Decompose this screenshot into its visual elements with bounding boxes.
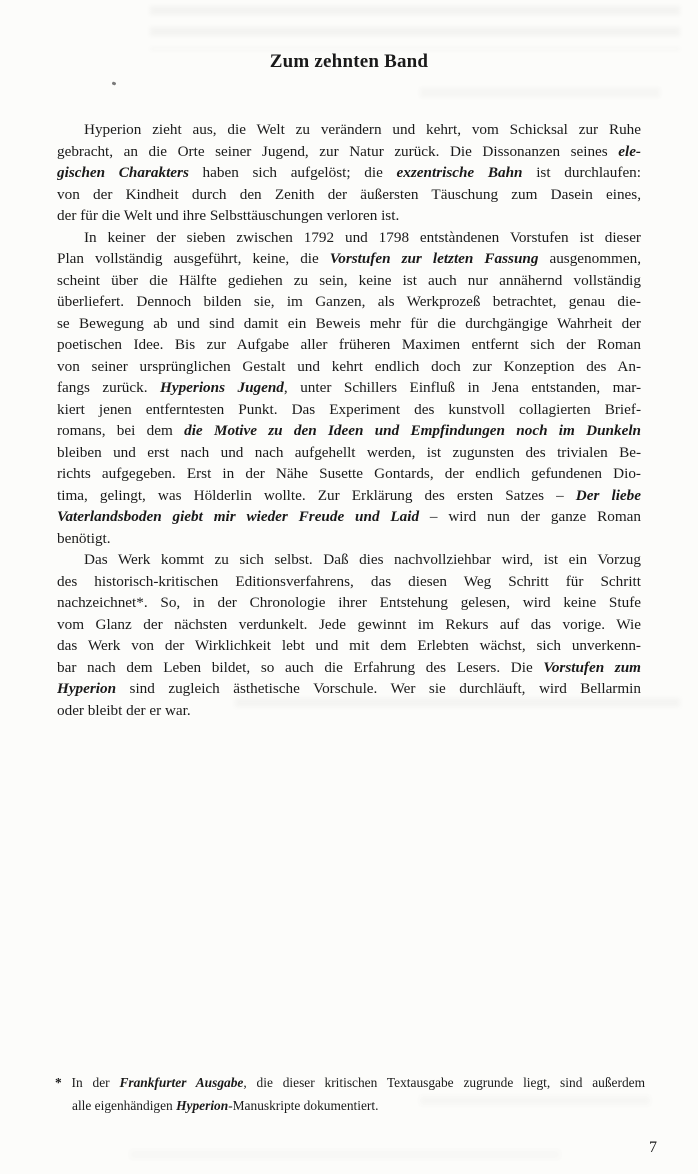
text-segment: tima, gelingt, was Hölderlin wollte. Zur Erklärung des ersten Satzes – — [57, 486, 576, 504]
italic-text-segment: Hyperion — [57, 680, 117, 697]
text-line — [57, 700, 641, 722]
italic-text-segment: gischen Charakters — [57, 164, 189, 181]
text-segment: romans, bei dem — [57, 422, 185, 439]
page-body — [57, 119, 641, 721]
scan-artifact-bleedthrough — [130, 1150, 560, 1162]
text-segment: bleiben und erst nach und nach aufgehellt werden, ist zugunsten des trivialen Be- — [57, 443, 641, 461]
text-segment: von seiner ursprünglichen Gestalt und kehrt endlich doch zur Konzeption des An- — [57, 357, 641, 375]
text-line — [57, 313, 641, 335]
text-segment: se Bewegung ab und sind damit ein Beweis mehr für die durchgängige Wahrheit der — [57, 314, 641, 332]
text-line — [57, 463, 641, 485]
text-segment: ist durchlaufen: — [522, 164, 641, 181]
paragraph — [57, 549, 641, 721]
text-segment: vom Glanz der nächsten verdunkelt. Jede gewinnt im Rekurs auf das vorige. Wie — [57, 615, 641, 633]
text-segment: , unter Schillers Einfluß in Jena entstanden, mar- — [283, 379, 641, 396]
italic-text-segment: Frankfurter Ausgabe — [119, 1075, 244, 1090]
text-line — [57, 184, 641, 206]
text-segment: scheint über die Hälfte gediehen zu sein, keine ist auch nur annähernd vollständig — [57, 271, 641, 289]
italic-text-segment: Der liebe — [575, 486, 641, 504]
text-line — [57, 227, 641, 249]
text-line — [57, 485, 641, 507]
text-segment: In keiner der sieben zwischen 1792 und 1798 entstàndenen Vorstufen ist dieser — [84, 228, 641, 246]
text-segment: poetischen Idee. Bis zur Aufgabe aller früheren Maximen entfernt sich der Roman — [57, 336, 641, 353]
text-line — [57, 678, 641, 700]
text-line — [57, 571, 641, 593]
text-segment: – wird nun der ganze Roman — [419, 508, 641, 525]
italic-text-segment: exzentrische Bahn — [396, 164, 523, 181]
text-line — [57, 592, 641, 614]
text-segment: Hyperion zieht aus, die Welt zu verändern und kehrt, vom Schicksal zur Ruhe — [84, 121, 641, 138]
text-line — [57, 270, 641, 292]
italic-text-segment: Vorstufen zur letzten Fassung — [329, 250, 539, 267]
text-line — [57, 248, 641, 270]
italic-text-segment: die Motive zu den Ideen und Empfindungen noch im Dunkeln — [184, 422, 641, 439]
text-segment: kiert jenen entferntesten Punkt. Das Experiment des kunstvoll collagierten Brief- — [57, 400, 641, 418]
text-line — [57, 119, 641, 141]
text-segment: der für die Welt und ihre Selbsttäuschungen verloren ist. — [57, 207, 400, 224]
text-line — [57, 635, 641, 657]
text-segment: gebracht, an die Orte seiner Jugend, zur Natur zurück. Die Dissonanzen seines — [57, 142, 619, 160]
paragraph — [57, 119, 641, 227]
text-line — [55, 1094, 645, 1117]
paragraph — [57, 227, 641, 550]
text-line — [57, 657, 641, 679]
text-line — [57, 614, 641, 636]
text-line — [57, 442, 641, 464]
text-segment: überliefert. Dennoch bilden sie, im Ganzen, als Werkprozeß betrachtet, genau die- — [57, 293, 641, 310]
text-segment: nachzeichnet*. So, in der Chronologie ihrer Entstehung gelesen, wird keine Stufe — [57, 594, 641, 611]
text-line — [57, 506, 641, 528]
text-segment: fangs zurück. — [57, 379, 161, 396]
text-line — [57, 205, 641, 227]
text-line — [57, 377, 641, 399]
text-segment: bar nach dem Leben bildet, so auch die Erfahrung des Lesers. Die — [57, 658, 544, 676]
text-segment: des historisch-kritischen Editionsverfahrens, das diesen Weg Schritt für Schritt — [57, 572, 641, 590]
text-segment: Plan vollständig ausgeführt, keine, die — [57, 250, 330, 267]
text-line — [55, 1071, 645, 1094]
text-segment: ausgenommen, — [538, 250, 641, 267]
text-segment: haben sich aufgelöst; die — [188, 164, 397, 181]
text-line — [57, 141, 641, 163]
text-line — [57, 291, 641, 313]
scan-artifact-bleedthrough — [420, 88, 660, 106]
text-line — [57, 549, 641, 571]
text-segment: alle eigenhändigen — [72, 1098, 177, 1113]
italic-text-segment: ele- — [618, 142, 641, 160]
text-line — [57, 420, 641, 442]
text-segment: von der Kindheit durch den Zenith der äußersten Täuschung zum Dasein eines, — [57, 185, 641, 203]
text-segment: oder bleibt der er war. — [57, 701, 191, 719]
text-segment: sind zugleich ästhetische Vorschule. Wer sie durchläuft, wird Bellarmin — [116, 680, 641, 697]
text-segment: benötigt. — [57, 529, 111, 547]
italic-text-segment: Vorstufen zum — [543, 658, 641, 676]
italic-text-segment: Hyperions Jugend — [160, 379, 284, 396]
text-segment: In der — [71, 1075, 120, 1090]
text-segment: , die dieser kritischen Textausgabe zugrunde liegt, sind außerdem — [243, 1075, 645, 1090]
text-segment: das Werk von der Wirklichkeit lebt und mit dem Erlebten wächst, sich unverkenn- — [57, 637, 641, 654]
page-number: 7 — [649, 1139, 657, 1156]
text-segment: * — [55, 1075, 72, 1090]
italic-text-segment: Hyperion — [176, 1098, 229, 1113]
text-segment: -Manuskripte dokumentiert. — [228, 1098, 379, 1113]
scan-artifact-bleedthrough — [150, 6, 680, 50]
text-line — [57, 334, 641, 356]
footnote — [55, 1071, 645, 1117]
scan-artifact-speck — [112, 81, 117, 85]
text-segment: richts aufgegeben. Erst in der Nähe Susette Gontards, der endlich gefundenen Dio- — [57, 465, 641, 482]
italic-text-segment: Vaterlandsboden giebt mir wieder Freude und Laid — [57, 508, 420, 525]
text-line — [57, 356, 641, 378]
page-title: Zum zehnten Band — [269, 51, 429, 72]
text-line — [57, 528, 641, 550]
text-line — [57, 399, 641, 421]
text-segment: Das Werk kommt zu sich selbst. Daß dies nachvollziehbar wird, ist ein Vorzug — [84, 551, 641, 568]
text-line — [57, 162, 641, 184]
